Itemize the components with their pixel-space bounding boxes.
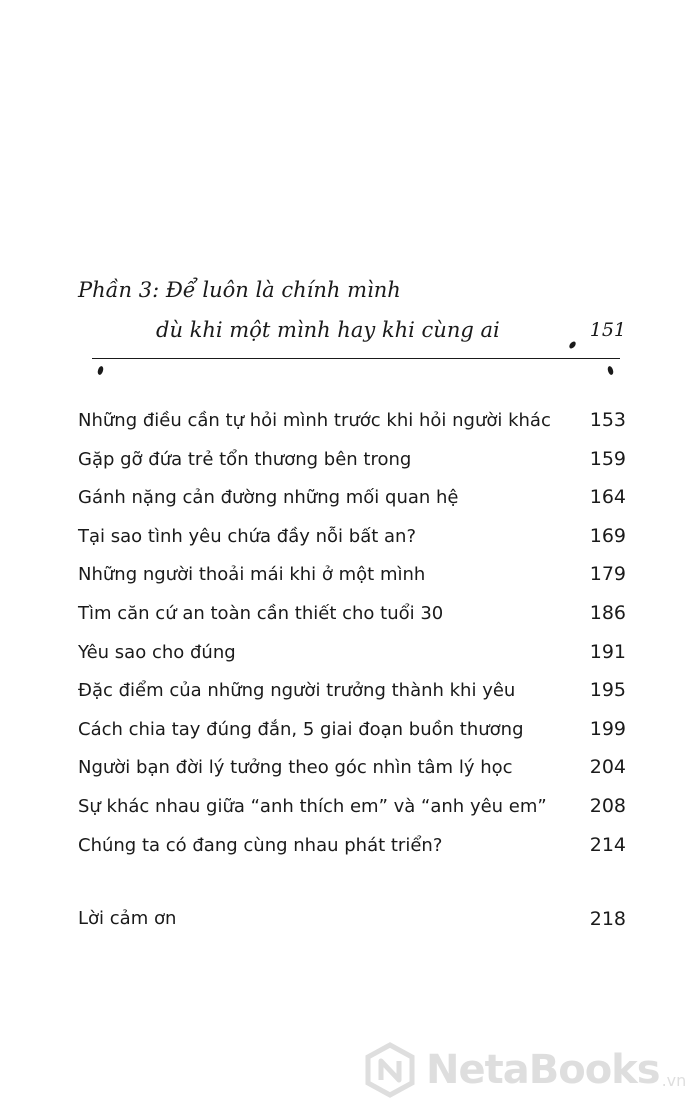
ornament-mark bbox=[97, 365, 105, 375]
divider-rule bbox=[92, 358, 620, 359]
toc-entry-title: Yêu sao cho đúng bbox=[78, 641, 236, 663]
table-of-contents bbox=[78, 405, 626, 868]
toc-entry-title: Những điều cần tự hỏi mình trước khi hỏi người khác bbox=[78, 410, 551, 431]
toc-entry-title: Lời cảm ơn bbox=[78, 908, 177, 929]
toc-entry-page: 218 bbox=[589, 908, 626, 930]
toc-entry-title: Chúng ta có đang cùng nhau phát triển? bbox=[78, 834, 443, 856]
toc-entry-page: 195 bbox=[589, 679, 626, 702]
toc-entry-page: 199 bbox=[589, 717, 626, 740]
part-subtitle: dù khi một mình hay khi cùng ai bbox=[156, 318, 500, 342]
netabooks-logo-icon bbox=[362, 1042, 418, 1098]
toc-entry-title: Gặp gỡ đứa trẻ tổn thương bên trong bbox=[78, 448, 412, 470]
toc-entry bbox=[78, 444, 626, 483]
toc-entry-page: 179 bbox=[589, 563, 626, 586]
toc-entry-page: 164 bbox=[589, 486, 626, 509]
toc-entry-title: Tại sao tình yêu chứa đầy nỗi bất an? bbox=[78, 525, 417, 547]
toc-entry-title: Những người thoải mái khi ở một mình bbox=[78, 564, 426, 586]
part-page-number: 151 bbox=[589, 319, 626, 341]
toc-entry-page: 169 bbox=[589, 524, 626, 547]
toc-entry-title: Đặc điểm của những người trưởng thành khi yêu bbox=[78, 680, 516, 702]
toc-entry-page: 159 bbox=[589, 447, 626, 470]
toc-entry-title: Người bạn đời lý tưởng theo góc nhìn tâm lý học bbox=[78, 757, 513, 779]
toc-entry bbox=[78, 637, 626, 676]
toc-entry-page: 191 bbox=[589, 640, 626, 663]
toc-entry-page: 186 bbox=[589, 601, 626, 624]
toc-entry-page: 208 bbox=[589, 794, 626, 817]
toc-entry-title: Gánh nặng cản đường những mối quan hệ bbox=[78, 487, 459, 509]
toc-entry-title: Sự khác nhau giữa “anh thích em” và “anh yêu em” bbox=[78, 795, 547, 817]
watermark bbox=[362, 1040, 686, 1100]
watermark-suffix: .vn bbox=[661, 1071, 687, 1090]
toc-entry bbox=[78, 405, 626, 444]
toc-entry bbox=[78, 752, 626, 791]
toc-entry-page: 204 bbox=[589, 756, 626, 779]
toc-entry bbox=[78, 521, 626, 560]
toc-entry-title: Tìm căn cứ an toàn cần thiết cho tuổi 30 bbox=[78, 602, 444, 624]
toc-entry-title: Cách chia tay đúng đắn, 5 giai đoạn buồn thương bbox=[78, 718, 524, 740]
toc-entry bbox=[78, 714, 626, 753]
ornament-mark bbox=[568, 340, 577, 349]
toc-entry-acknowledgements bbox=[78, 904, 626, 934]
toc-entry-page: 153 bbox=[589, 409, 626, 431]
toc-entry bbox=[78, 559, 626, 598]
toc-entry bbox=[78, 675, 626, 714]
part-title: Phần 3: Để luôn là chính mình bbox=[78, 278, 401, 302]
toc-entry bbox=[78, 598, 626, 637]
toc-entry bbox=[78, 830, 626, 869]
toc-entry-page: 214 bbox=[589, 833, 626, 856]
watermark-brand: NetaBooks bbox=[426, 1047, 660, 1093]
toc-entry bbox=[78, 791, 626, 830]
ornament-mark bbox=[607, 365, 615, 375]
toc-entry bbox=[78, 482, 626, 521]
